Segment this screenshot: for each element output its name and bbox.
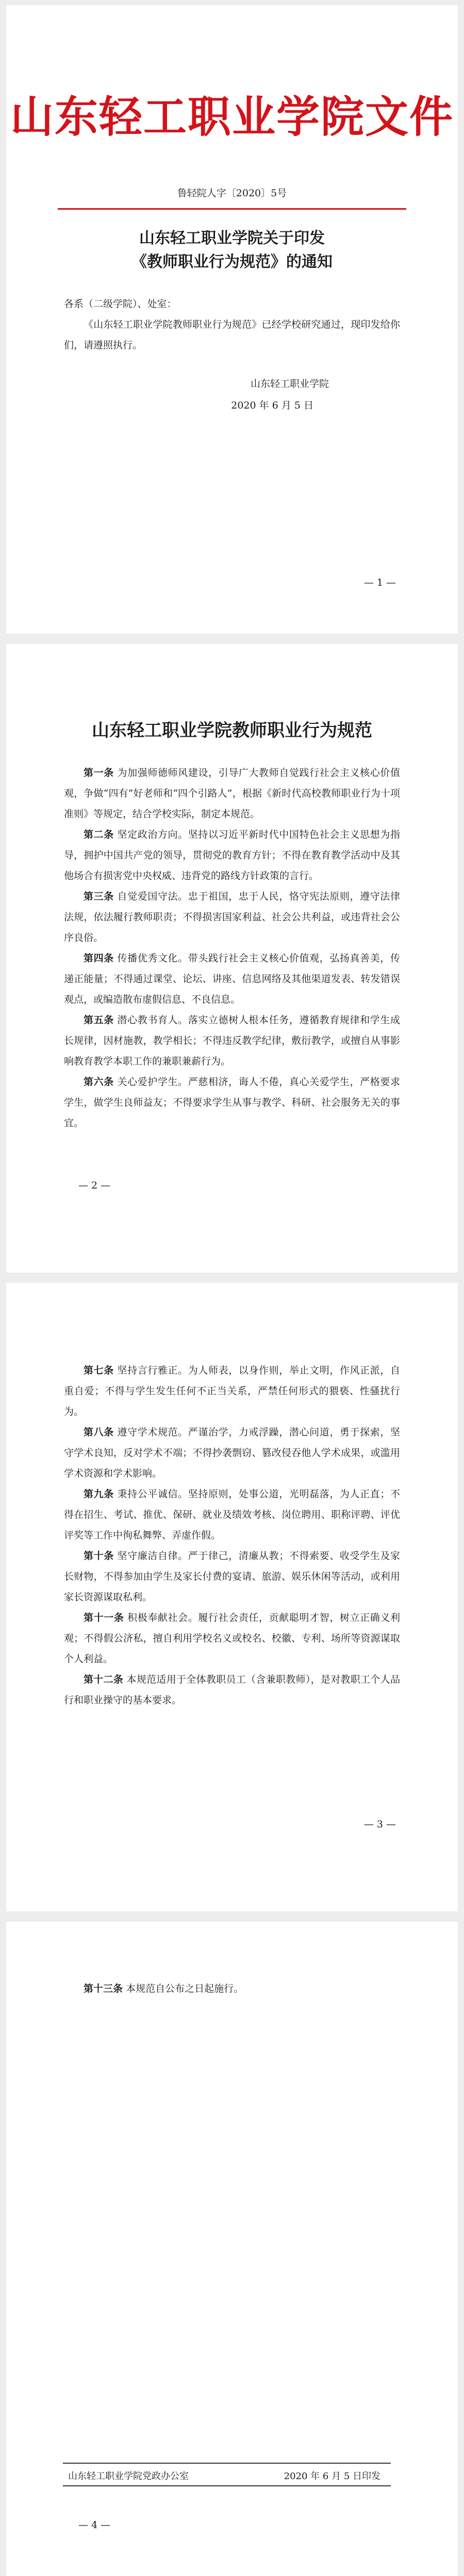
masthead-title: 山东轻工职业学院文件 <box>10 91 454 142</box>
regulation-title: 山东轻工职业学院教师职业行为规范 <box>92 720 372 741</box>
article-5 <box>64 1010 400 1072</box>
article-text: 关心爱护学生。严慈相济，诲人不倦，真心关爱学生，严格要求学生，做学生良师益友；不得要求学生从事与教学、科研、社会服务无关的事宜。 <box>64 1076 400 1129</box>
article-text: 为加强师德师风建设，引导广大教师自觉践行社会主义核心价值观，争做“四有”好老师和“四个引路人”，根据《新时代高校教师职业行为十项准则》等规定，结合学校实际，制定本规范。 <box>64 767 400 820</box>
article-label: 第一条 <box>84 767 114 778</box>
notice-title-line-2: 《教师职业行为规范》的通知 <box>131 253 333 271</box>
signature-org: 山东轻工职业学院 <box>250 378 329 389</box>
page-number: — 3 — <box>363 1819 396 1830</box>
article-label: 第三条 <box>84 891 114 902</box>
page-3 <box>6 1283 458 1911</box>
article-12 <box>64 1669 400 1710</box>
article-3 <box>64 886 400 948</box>
article-label: 第十三条 <box>84 1983 123 1994</box>
document-number: 鲁轻院人字〔2020〕5号 <box>177 188 287 199</box>
article-label: 第七条 <box>84 1365 114 1376</box>
notice-body-block <box>64 294 400 355</box>
article-label: 第十一条 <box>84 1612 124 1623</box>
article-9 <box>64 1484 400 1546</box>
article-10 <box>64 1546 400 1607</box>
article-6 <box>64 1072 400 1133</box>
article-text: 遵守学术规范。严谨治学，力戒浮躁，潜心问道，勇于探索，坚守学术良知，反对学术不端；不得抄袭剽窃、篡改侵吞他人学术成果，或滥用学术资源和学术影响。 <box>64 1427 400 1479</box>
page-number: — 2 — <box>78 1180 111 1191</box>
footer-rule-top <box>63 2463 391 2464</box>
article-2 <box>64 824 400 886</box>
article-label: 第十条 <box>84 1550 114 1562</box>
article-1 <box>64 762 400 824</box>
article-4 <box>64 948 400 1010</box>
article-7 <box>64 1360 400 1422</box>
page-number: — 1 — <box>363 577 396 588</box>
page-1 <box>6 5 458 634</box>
page-number: — 4 — <box>78 2519 111 2531</box>
article-13 <box>64 1978 400 1999</box>
article-text: 本规范自公布之日起施行。 <box>126 1983 244 1994</box>
article-11 <box>64 1607 400 1669</box>
article-text: 本规范适用于全体教职员工（含兼职教师），是对教职工个人品行和职业操守的基本要求。 <box>64 1674 400 1706</box>
article-text: 秉持公平诚信。坚持原则，处事公道，光明磊落，为人正直；不得在招生、考试、推优、保研、就业及绩效考核、岗位聘用、职称评聘、评优评奖等工作中徇私舞弊、弄虚作假。 <box>64 1488 400 1541</box>
article-text: 积极奉献社会。履行社会责任，贡献聪明才智，树立正确义利观；不得假公济私，擅自利用学校名义或校名、校徽、专利、场所等资源谋取个人利益。 <box>64 1612 400 1665</box>
article-label: 第六条 <box>84 1076 114 1088</box>
articles-block-3 <box>64 1978 400 1999</box>
article-text: 坚守廉洁自律。严于律己，清廉从教；不得索要、收受学生及家长财物，不得参加由学生及家长付费的宴请、旅游、娱乐休闲等活动，或利用家长资源谋取私利。 <box>64 1550 400 1603</box>
article-text: 坚持言行雅正。为人师表，以身作则，举止文明，作风正派，自重自爱；不得与学生发生任何不正当关系，严禁任何形式的猥亵、性骚扰行为。 <box>64 1365 400 1417</box>
article-label: 第八条 <box>84 1427 114 1438</box>
page-2 <box>6 644 458 1273</box>
notice-title <box>6 227 458 274</box>
article-label: 第五条 <box>84 1014 114 1026</box>
articles-block-1 <box>64 762 400 1133</box>
article-label: 第四条 <box>84 953 114 964</box>
article-label: 第二条 <box>84 829 114 840</box>
article-text: 传播优秀文化。带头践行社会主义核心价值观，弘扬真善美，传递正能量；不得通过课堂、论坛、讲座、信息网络及其他渠道发表、转发错误观点，或编造散布虚假信息、不良信息。 <box>64 953 400 1005</box>
page-4 <box>6 1922 458 2576</box>
articles-block-2 <box>64 1360 400 1710</box>
footer-rule-bottom <box>63 2485 391 2486</box>
signature-date: 2020 年 6 月 5 日 <box>231 400 313 411</box>
footer-issue-date: 2020 年 6 月 5 日印发 <box>284 2471 380 2482</box>
notice-title-line-1: 山东轻工职业学院关于印发 <box>139 229 325 247</box>
article-label: 第十二条 <box>84 1674 124 1685</box>
article-text: 潜心教书育人。落实立德树人根本任务，遵循教育规律和学生成长规律，因材施教，教学相长；不得违反教学纪律，敷衍教学，或擅自从事影响教育教学本职工作的兼职兼薪行为。 <box>64 1014 400 1067</box>
footer-issuer: 山东轻工职业学院党政办公室 <box>68 2471 189 2482</box>
article-text: 自觉爱国守法。忠于祖国，忠于人民，恪守宪法原则，遵守法律法规，依法履行教师职责；不得损害国家利益、社会公共利益，或违背社会公序良俗。 <box>64 891 400 943</box>
notice-body: 《山东轻工职业学院教师职业行为规范》已经学校研究通过，现印发给你们，请遵照执行。 <box>64 319 400 351</box>
addressee: 各系（二级学院）、处室： <box>64 298 177 310</box>
article-text: 坚定政治方向。坚持以习近平新时代中国特色社会主义思想为指导，拥护中国共产党的领导，贯彻党的教育方针；不得在教育教学活动中及其他场合有损害党中央权威、违背党的路线方针政策的言行。 <box>64 829 400 882</box>
article-label: 第九条 <box>84 1488 114 1500</box>
red-divider <box>58 208 406 210</box>
article-8 <box>64 1422 400 1484</box>
